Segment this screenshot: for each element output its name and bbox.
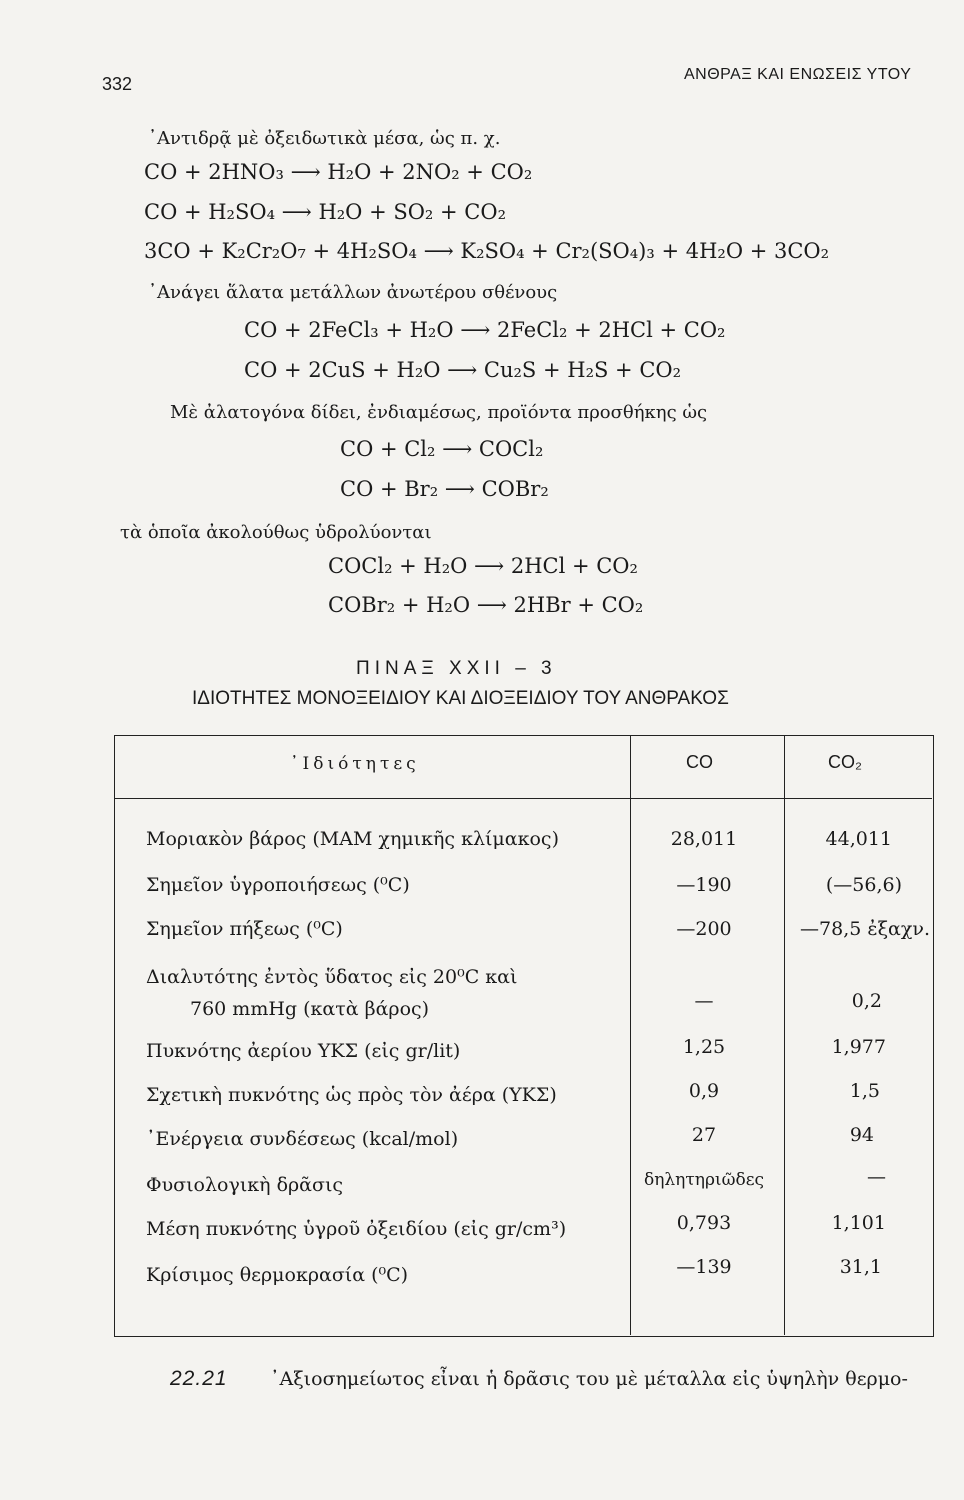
section-text: ᾿Αξιοσημείωτος εἶναι ἡ δρᾶσις του μὲ μέταλλα εἰς ὑψηλὴν θερμο-	[270, 1368, 908, 1390]
equation-5: CO + 2CuS + H₂O ⟶ Cu₂S + H₂S + CO₂	[244, 358, 682, 382]
row-co2-value: 1,101	[831, 1212, 886, 1234]
equation-3: 3CO + K₂Cr₂O₇ + 4H₂SO₄ ⟶ K₂SO₄ + Cr₂(SO₄)₃ + 4H₂O + 3CO₂	[144, 239, 830, 263]
row-co-value: —190	[676, 874, 732, 896]
row-label: Φυσιολογικὴ δρᾶσις	[146, 1174, 344, 1196]
row-co-value: 1,25	[682, 1036, 726, 1058]
equation-8: COCl₂ + H₂O ⟶ 2HCl + CO₂	[328, 554, 638, 578]
row-label: Μέση πυκνότης ὑγροῦ ὀξειδίου (εἰς gr/cm³)	[146, 1218, 567, 1240]
header-co2: CO₂	[828, 752, 862, 772]
table-divider-co2	[784, 735, 785, 1335]
row-co-value: 0,793	[676, 1212, 732, 1234]
table-subtitle: ΙΔΙΟΤΗΤΕΣ ΜΟΝΟΞΕΙΔΙΟΥ ΚΑΙ ΔΙΟΞΕΙΔΙΟΥ ΤΟΥ ΑΝΘΡΑΚΟΣ	[192, 688, 729, 709]
equation-2: CO + H₂SO₄ ⟶ H₂O + SO₂ + CO₂	[144, 200, 507, 224]
row-label: Σημεῖον ὑγροποιήσεως (⁰C)	[146, 874, 410, 896]
row-label: Σημεῖον πήξεως (⁰C)	[146, 918, 343, 940]
row-co-value: 28,011	[670, 828, 738, 850]
row-co-value: 0,9	[688, 1080, 720, 1102]
row-co2-value: 1,5	[849, 1080, 880, 1102]
equation-7: CO + Br₂ ⟶ COBr₂	[340, 477, 549, 501]
row-co-value: δηλητηριῶδες	[643, 1170, 765, 1190]
table-header-rule	[114, 798, 932, 799]
reduces-salts-text: ᾿Ανάγει ἅλατα μετάλλων ἀνωτέρου σθένους	[148, 282, 558, 303]
running-title: ΑΝΘΡΑΞ ΚΑΙ ΕΝΩΣΕΙΣ ΥΤΟΥ	[684, 66, 912, 83]
equation-6: CO + Cl₂ ⟶ COCl₂	[340, 437, 544, 461]
table-divider-co	[630, 735, 631, 1335]
row-co2-value: 94	[849, 1124, 874, 1146]
section-number: 22.21	[170, 1367, 228, 1390]
header-co: CO	[686, 752, 713, 772]
intro-oxidizing: ᾿Αντιδρᾷ μὲ ὀξειδωτικὰ μέσα, ὡς π. χ.	[148, 128, 501, 149]
row-co2-value: 0,2	[851, 990, 882, 1012]
equation-9: COBr₂ + H₂O ⟶ 2HBr + CO₂	[328, 593, 644, 617]
row-label: Σχετικὴ πυκνότης ὡς πρὸς τὸν ἀέρα (ΥΚΣ)	[146, 1084, 557, 1106]
row-co-value: 27	[691, 1124, 717, 1146]
equation-4: CO + 2FeCl₃ + H₂O ⟶ 2FeCl₂ + 2HCl + CO₂	[244, 318, 726, 342]
page-number: 332	[102, 74, 133, 94]
row-co2-value: —78,5 ἐξαχν.	[800, 918, 930, 940]
row-co2-value: —	[867, 1166, 886, 1188]
row-co2-value: 44,011	[825, 828, 892, 850]
row-co2-value: (—56,6)	[825, 874, 902, 896]
row-label: Κρίσιμος θερμοκρασία (⁰C)	[146, 1264, 409, 1286]
equation-1: CO + 2HNO₃ ⟶ H₂O + 2NO₂ + CO₂	[144, 160, 533, 184]
row-co-value: —139	[676, 1256, 732, 1278]
row-label: Διαλυτότης ἐντὸς ὕδατος εἰς 20⁰C καὶ	[146, 966, 518, 988]
halogens-text: Μὲ ἀλατογόνα δίδει, ἐνδιαμέσως, προϊόντα προσθήκης ὡς	[170, 402, 708, 423]
row-co-value: —200	[676, 918, 732, 940]
table-title: ΠΙΝΑΞ XXII – 3	[356, 658, 557, 679]
row-label: Μοριακὸν βάρος (ΜΑΜ χημικῆς κλίμακος)	[146, 828, 559, 850]
hydrolysis-text: τὰ ὁποῖα ἀκολούθως ὑδρολύονται	[120, 522, 432, 543]
row-co-value: —	[694, 990, 714, 1012]
row-co2-value: 1,977	[831, 1036, 886, 1058]
row-label: Πυκνότης ἀερίου ΥΚΣ (εἰς gr/lit)	[146, 1040, 461, 1062]
row-label: ᾿Ενέργεια συνδέσεως (kcal/mol)	[146, 1128, 459, 1150]
row-label: 760 mmHg (κατὰ βάρος)	[190, 998, 430, 1020]
row-co2-value: 31,1	[839, 1256, 882, 1278]
header-properties: ᾿Ιδιότητες	[290, 754, 420, 774]
